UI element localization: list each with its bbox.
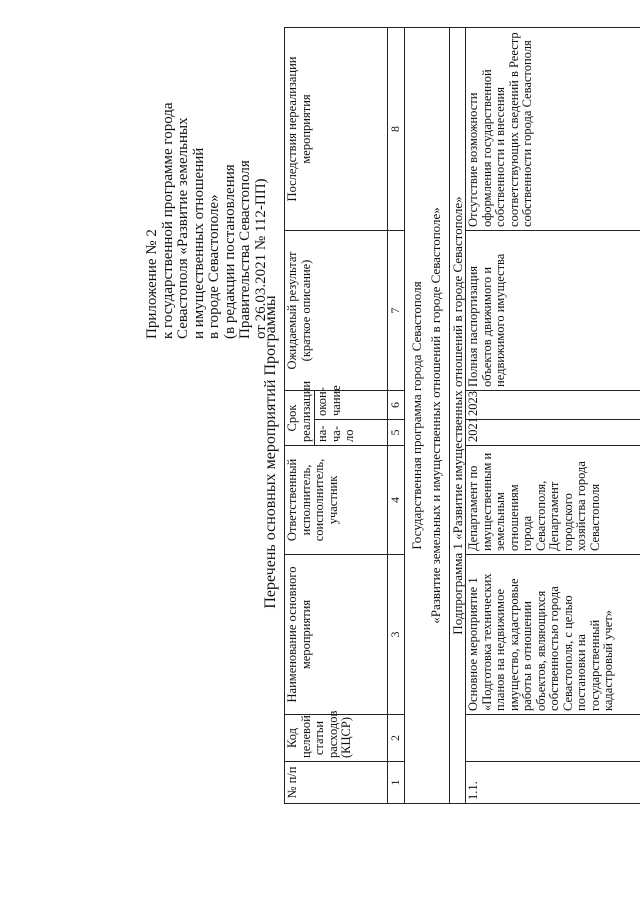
header-executor: Ответственный исполнитель, соисполнитель, участник	[285, 446, 388, 555]
appendix-note	[145, 19, 269, 339]
document-title: Перечень основных мероприятий Программы	[262, 295, 279, 609]
header-row	[285, 27, 315, 803]
row-consequence: Отсутствие возможности оформления государственной собственности и внесения соответствующих сведений в Реестр собственности города Севастополя	[466, 27, 640, 230]
appendix-line: Приложение № 2	[144, 229, 160, 339]
header-term: Срок реализации	[285, 390, 315, 445]
appendix-line: в городе Севастополе»	[206, 194, 222, 339]
subprogram-title-row	[449, 27, 466, 803]
activities-table	[284, 27, 640, 804]
header-start: на-ча-ло	[315, 420, 388, 446]
row-num: 1.1.	[466, 762, 640, 804]
row-start: 2021	[466, 420, 640, 446]
appendix-line: к государственной программе города	[159, 102, 176, 339]
appendix-line: (в редакции постановления	[221, 164, 238, 339]
appendix-line: Севастополя «Развитие земельных	[175, 117, 191, 339]
column-number: 5	[388, 420, 405, 446]
column-number: 8	[388, 27, 405, 230]
column-number: 4	[388, 446, 405, 555]
appendix-line: Правительства Севастополя	[237, 160, 253, 339]
column-number: 6	[388, 390, 405, 419]
program-title-line: Государственная программа города Севастополя	[408, 281, 424, 550]
column-number: 1	[388, 762, 405, 804]
header-num: № п/п	[285, 762, 388, 804]
header-result: Ожидаемый результат (краткое описание)	[285, 230, 388, 390]
appendix-line: от 26.03.2021 № 112-ПП)	[252, 178, 269, 339]
program-title-line: «Развитие земельных и имущественных отношений в городе Севастополе»	[428, 207, 443, 624]
program-title-row	[404, 27, 449, 803]
table-row	[466, 27, 640, 803]
header-end: окон-чание	[315, 390, 388, 419]
row-name: Основное мероприятие 1 «Подготовка технических планов на недвижимое имущество, кадастровые работы в отношении объектов, являющихся собственностью города Севастополя, с целью постановки на государственный кадастровый учет»	[466, 555, 640, 715]
column-number: 3	[388, 555, 405, 715]
subprogram-title: Подпрограмма 1 «Развитие имущественных отношений в городе Севастополе»	[449, 27, 466, 803]
row-executor: Департамент по имущественным и земельным отношениям города Севастополя, Департамент городского хозяйства города Севастополя	[466, 446, 640, 555]
column-number: 7	[388, 230, 405, 390]
program-title	[404, 27, 449, 803]
header-consequence: Последствия нереализации мероприятия	[285, 27, 388, 230]
column-number: 2	[388, 715, 405, 762]
header-code: Код целевой статьи расходов (КЦСР)	[285, 715, 388, 762]
column-number-row	[388, 27, 405, 803]
row-code	[466, 715, 640, 762]
row-end: 2023	[466, 390, 640, 419]
appendix-line: и имущественных отношений	[190, 147, 207, 339]
header-name: Наименование основного мероприятия	[285, 555, 388, 715]
row-result: Полная паспортизация объектов движимого и недвижимого имущества	[466, 230, 640, 390]
